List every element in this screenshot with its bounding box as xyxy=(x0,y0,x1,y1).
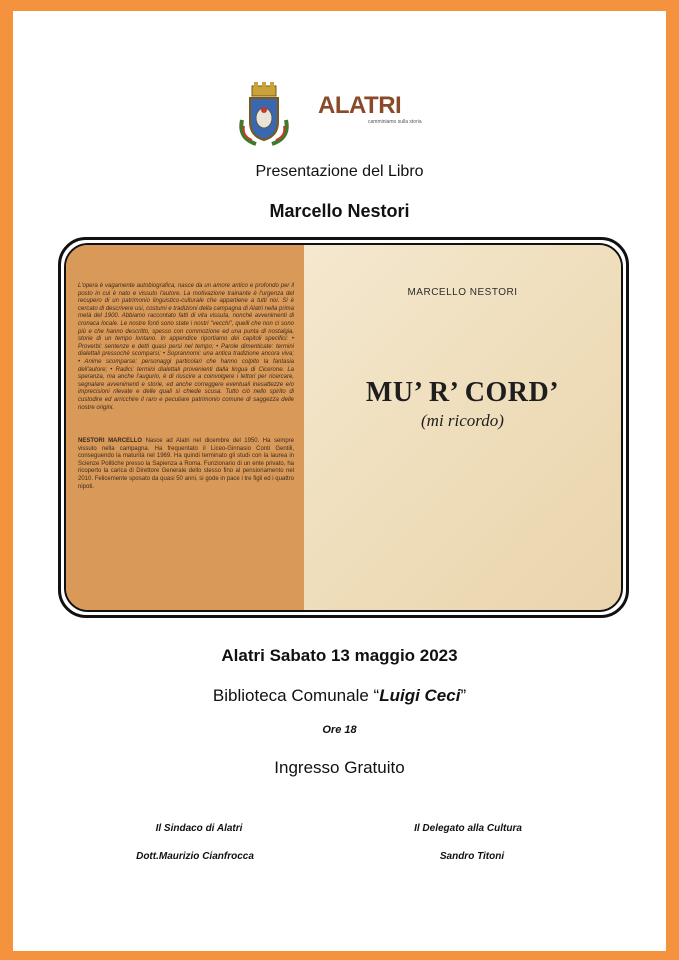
culture-delegate-role: Il Delegato alla Cultura xyxy=(414,823,522,834)
author-bio xyxy=(78,438,294,491)
presentation-heading: Presentazione del Libro xyxy=(255,163,424,180)
alatri-logo-text: ALATRI xyxy=(318,92,402,119)
book-blurb: L'opera è vagamente autobiografica, nasce da un amore antico e profondo per il posto in cui è nato e vissuto l'autore. La motivazione trainante è l'urgenza del recupero di un patrimonio linguistico-culturale che appartiene a tutti noi. Si è cercato di descrivere usi, costumi e tradizioni della campagna di Alatri nella prima metà del 1900. Abbiamo raccontato fatti di vita vissuta, nonché avvenimenti di cronaca locale. Le nostre fonti sono state i nostri "vecchi", quelli che non ci sono più e che hanno descritto, spesso con commozione ed una punta di nostalgia, storie di un tempo lontano. In appendice riportiamo dei capitoli specifici: • Proverbi: sentenze e detti quasi persi nel tempo; • Parole dimenticate: termini dialettali pressoché scomparsi; • Soprannomi: una antica tradizione ancora viva; • Anime scomparse: personaggi particolari che hanno colpito la fantasia dell'autore; • Radici: termini dialettali provenienti dalla lingua di Cicerone. La speranza, ma anche l'augurio, è di riuscire a coinvolgere i lettori per ricercare, segnalare avvenimenti e storie, ed anche correggere eventuali inesattezze e/o imprecisioni rilevate e delle quali si chiede scusa. Tutto ciò nello spirito di custodire ed arricchire il raro e peculiare patrimonio comune di saggezza delle nostre origini. xyxy=(78,283,294,411)
book-front-cover xyxy=(304,245,621,610)
event-time: Ore 18 xyxy=(322,724,357,736)
venue-suffix: ” xyxy=(460,686,467,705)
book-cover-frame xyxy=(58,237,629,618)
mayor-role: Il Sindaco di Alatri xyxy=(155,823,243,834)
event-entry: Ingresso Gratuito xyxy=(274,758,405,777)
book-subtitle: (mi ricordo) xyxy=(421,411,504,430)
author-name: Marcello Nestori xyxy=(269,201,410,221)
book-title: MU’ R’ CORD’ xyxy=(365,377,560,408)
alatri-logo xyxy=(318,88,422,132)
venue-prefix: Biblioteca Comunale “ xyxy=(212,686,380,705)
venue-name: Luigi Ceci xyxy=(379,686,461,705)
coat-of-arms-logo xyxy=(236,80,292,148)
alatri-logo-tagline: camminiamo sulla storia xyxy=(368,119,422,125)
book-cover xyxy=(64,243,623,612)
author-bio-text: Nasce ad Alatri nel dicembre del 1950. Ha sempre vissuto nella campagna. Ha frequentato il Liceo-Ginnasio Conti Gentili, conseguendo la maturità nel 1969. Ha quindi terminato gli studi con la laurea in Scienze Politiche presso la Sapienza a Roma. Funzionario di un ente privato, ha ricoperto la carica di Direttore Generale dello stesso fino al pensionamento nel 2010. Felicemente sposato da quasi 50 anni, si gode in pace i tre figli ed i quattro nipoti. xyxy=(78,438,294,490)
author-bio-name: NESTORI MARCELLO xyxy=(78,438,143,445)
cover-author: MARCELLO NESTORI xyxy=(407,287,518,298)
event-venue xyxy=(0,686,679,706)
mayor-name: Dott.Maurizio Cianfrocca xyxy=(136,851,254,862)
event-date: Alatri Sabato 13 maggio 2023 xyxy=(221,646,458,665)
culture-delegate-name: Sandro Titoni xyxy=(439,851,505,862)
book-back-cover xyxy=(66,245,304,610)
